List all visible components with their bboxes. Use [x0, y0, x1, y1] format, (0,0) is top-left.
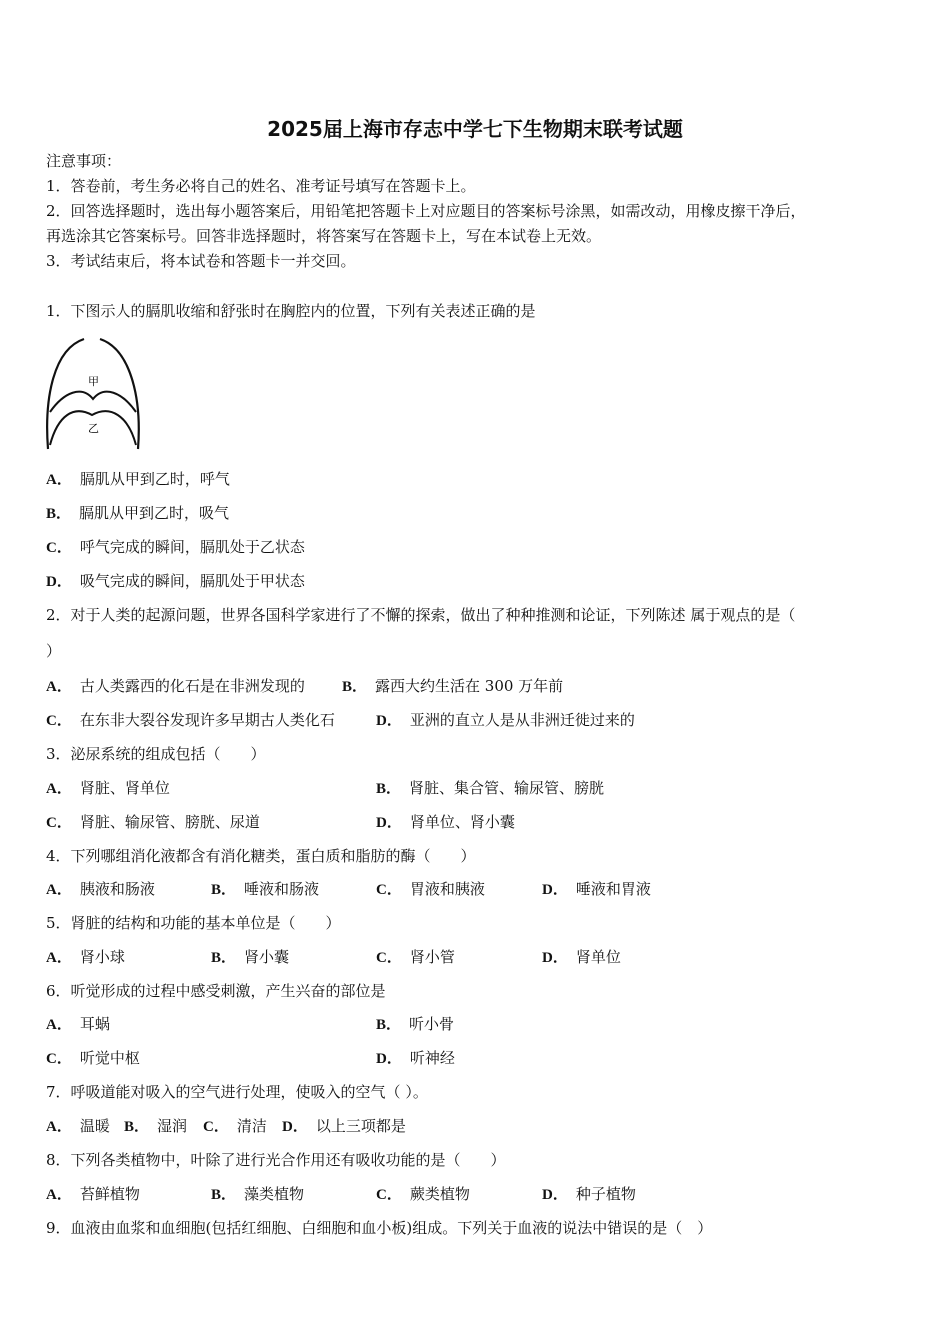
option: B． 唾液和肠液: [211, 880, 320, 898]
question-1-stem: 1．下图示人的膈肌收缩和舒张时在胸腔内的位置，下列有关表述正确的是: [46, 302, 536, 320]
option: A． 肾脏、肾单位: [46, 779, 170, 797]
option: C． 肾脏、输尿管、膀胱、尿道: [46, 813, 260, 831]
option: A． 膈肌从甲到乙时，呼气: [46, 470, 230, 488]
question-2-stem-cont: ）: [46, 642, 62, 660]
option: C． 蕨类植物: [376, 1185, 470, 1203]
page-title: 2025届上海市存志中学七下生物期末联考试题: [267, 117, 683, 141]
option: A． 苔鲜植物: [46, 1185, 140, 1203]
diaphragm-jia-curve: [50, 392, 136, 412]
option: B． 肾脏、集合管、输尿管、膀胱: [376, 779, 605, 797]
option: C． 呼气完成的瞬间，膈肌处于乙状态: [46, 538, 305, 556]
question-9-stem: 9．血液由血浆和血细胞(包括红细胞、白细胞和血小板)组成。下列关于血液的说法中错误的是（ ）: [46, 1219, 713, 1237]
option: D． 肾单位、肾小囊: [376, 813, 515, 831]
option: C． 清洁: [203, 1117, 267, 1135]
question-6-stem: 6．听觉形成的过程中感受刺激，产生兴奋的部位是: [46, 982, 386, 1000]
option: A． 肾小球: [46, 948, 125, 966]
notes-item: 1．答卷前，考生务必将自己的姓名、准考证号填写在答题卡上。: [46, 177, 476, 195]
option: D． 肾单位: [542, 948, 621, 966]
option: B． 听小骨: [376, 1015, 455, 1033]
option: C． 胃液和胰液: [376, 880, 485, 898]
option: D． 种子植物: [542, 1185, 636, 1203]
option: A． 胰液和肠液: [46, 880, 155, 898]
question-8-stem: 8．下列各类植物中，叶除了进行光合作用还有吸收功能的是（ ）: [46, 1151, 506, 1169]
option: D． 吸气完成的瞬间，膈肌处于甲状态: [46, 572, 305, 590]
option: B． 肾小囊: [211, 948, 290, 966]
option: C． 听觉中枢: [46, 1049, 140, 1067]
option: B． 膈肌从甲到乙时，吸气: [46, 504, 230, 522]
question-4-stem: 4．下列哪组消化液都含有消化糖类，蛋白质和脂肪的酶（ ）: [46, 847, 476, 865]
option: D． 唾液和胃液: [542, 880, 651, 898]
option: B． 湿润: [124, 1117, 188, 1135]
notes-item: 2．回答选择题时，选出每小题答案后，用铅笔把答题卡上对应题目的答案标号涂黑，如需改动，用橡皮擦干净后，: [46, 202, 806, 220]
option: A． 温暖: [46, 1117, 110, 1135]
option: D． 以上三项都是: [282, 1117, 406, 1135]
option: C． 在东非大裂谷发现许多早期古人类化石: [46, 711, 335, 729]
notes-item: 3．考试结束后，将本试卷和答题卡一并交回。: [46, 252, 356, 270]
notes-heading: 注意事项：: [46, 152, 122, 170]
option: D． 听神经: [376, 1049, 455, 1067]
diaphragm-diagram: [44, 337, 142, 453]
question-5-stem: 5．肾脏的结构和功能的基本单位是（ ）: [46, 914, 341, 932]
label-jia: 甲: [88, 375, 99, 388]
option: A． 古人类露西的化石是在非洲发现的: [46, 677, 305, 695]
label-yi: 乙: [88, 422, 99, 435]
notes-item: 再选涂其它答案标号。回答非选择题时，将答案写在答题卡上，写在本试卷上无效。: [46, 227, 602, 245]
option: C． 肾小管: [376, 948, 455, 966]
question-2-stem: 2．对于人类的起源问题，世界各国科学家进行了不懈的探索，做出了种种推测和论证，下列陈述 属于观点的是（: [46, 606, 796, 624]
option: B． 露西大约生活在 300 万年前: [342, 677, 564, 695]
option: A． 耳蜗: [46, 1015, 110, 1033]
option: B． 藻类植物: [211, 1185, 305, 1203]
option: D． 亚洲的直立人是从非洲迁徙过来的: [376, 711, 635, 729]
question-3-stem: 3．泌尿系统的组成包括（ ）: [46, 745, 266, 763]
question-7-stem: 7．呼吸道能对吸入的空气进行处理，使吸入的空气（ ）。: [46, 1083, 428, 1101]
